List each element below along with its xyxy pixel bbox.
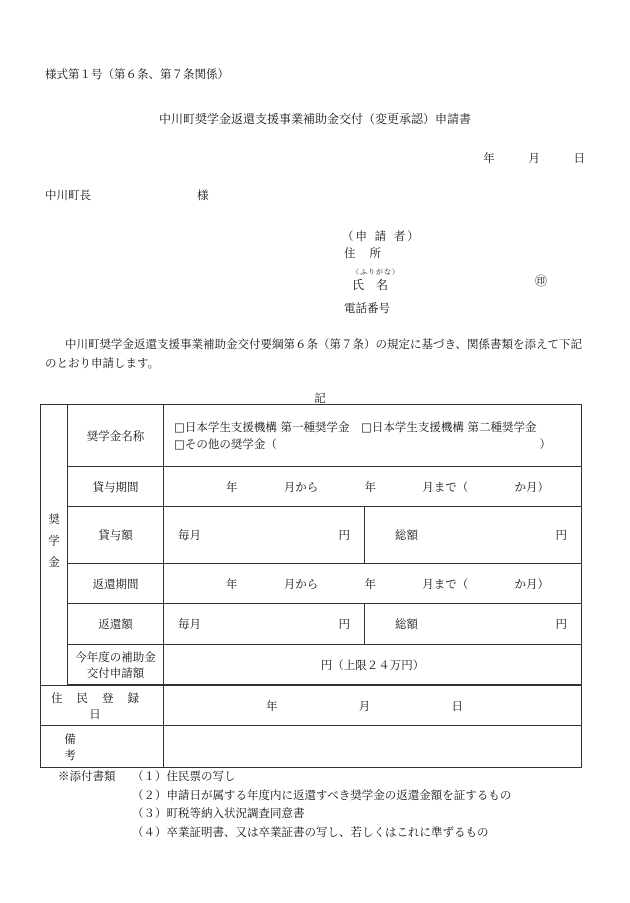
attachment-item: （４）卒業証明書、又は卒業証書の写し、若しくはこれに準ずるもの (132, 824, 489, 839)
name-label: 氏名 (352, 278, 401, 292)
residence-day: 日 (451, 698, 463, 713)
repay-monthly-label: 毎月 (178, 617, 201, 631)
addressee (45, 187, 209, 203)
loan-monthly-field[interactable] (164, 507, 364, 563)
loan-start-year: 年 (226, 479, 238, 494)
loan-total-label: 総額 (395, 528, 418, 542)
repay-monthly-field[interactable] (164, 604, 364, 644)
category-label: 奨学金 (47, 512, 61, 578)
addressee-honorific: 様 (197, 188, 209, 202)
ki-heading: 記 (314, 391, 326, 405)
loan-total-field[interactable] (364, 507, 581, 563)
loan-amount-field (164, 507, 582, 564)
loan-total-unit: 円 (555, 528, 567, 542)
repay-amount-label: 返還額 (68, 604, 164, 645)
loan-period-field[interactable] (164, 467, 582, 507)
loan-end-year: 年 (364, 479, 376, 494)
residence-month: 月 (358, 698, 371, 713)
repay-start-month: 月から (283, 576, 319, 591)
repay-end-month: 月まで（ (422, 576, 469, 591)
seal-mark: ㊞ (535, 274, 548, 288)
addressee-name: 中川町長 (45, 188, 91, 202)
loan-end-month: 月まで（ (422, 479, 469, 494)
loan-amount-label: 貸与額 (68, 507, 164, 564)
other-scholarship-option[interactable]: □その他の奨学金（ (174, 436, 277, 451)
loan-months: か月） (514, 479, 549, 494)
residence-date-field[interactable] (164, 686, 582, 726)
subsidy-label-line2: 交付申請額 (86, 665, 145, 680)
applicant-heading: （申 請 者） (342, 229, 421, 243)
loan-monthly-label: 毎月 (178, 528, 201, 542)
repay-period-label: 返還期間 (68, 564, 164, 604)
residence-date-label (41, 686, 164, 726)
date-day: 日 (573, 151, 585, 165)
attachment-item: （１）住民票の写し (132, 769, 236, 783)
repay-total-unit: 円 (555, 617, 567, 631)
subsidy-label-line1: 今年度の補助金 (75, 649, 156, 664)
attachment-item: （３）町税等納入状況調査同意書 (132, 806, 305, 820)
address-label: 住所 (344, 246, 395, 260)
repay-months: か月） (514, 576, 549, 591)
repay-period-field[interactable] (164, 564, 582, 604)
date-month: 月 (528, 151, 540, 165)
application-table (40, 404, 582, 768)
remarks-label (41, 726, 164, 768)
other-scholarship-close: ） (539, 436, 551, 451)
furigana-label: （ふりがな） (352, 268, 400, 276)
scholarship-options (164, 405, 582, 467)
subsidy-amount-field[interactable]: 円（上限２４万円） (164, 645, 582, 685)
attachments (58, 767, 511, 841)
repay-monthly-unit: 円 (338, 617, 350, 631)
remarks-label-text: 備考 (64, 731, 140, 762)
remarks-field[interactable] (164, 726, 582, 768)
phone-label: 電話番号 (344, 301, 390, 315)
category-cell (41, 405, 68, 686)
residence-date-label-text: 住民登録日 (51, 690, 153, 721)
loan-monthly-unit: 円 (338, 528, 350, 542)
date-year: 年 (483, 151, 495, 165)
residence-year: 年 (266, 698, 278, 713)
scholarship-name-label: 奨学金名称 (68, 405, 164, 467)
document-title: 中川町奨学金返還支援事業補助金交付（変更承認）申請書 (158, 112, 471, 126)
repay-total-field[interactable] (364, 604, 581, 644)
repay-end-year: 年 (364, 576, 376, 591)
scholarship-options-line1[interactable]: □日本学生支援機構 第一種奨学金 □日本学生支援機構 第二種奨学金 (174, 419, 537, 434)
form-number: 様式第１号（第６条、第７条関係） (45, 67, 229, 81)
repay-start-year: 年 (226, 576, 238, 591)
loan-period-label: 貸与期間 (68, 467, 164, 507)
subsidy-label (68, 645, 164, 685)
loan-start-month: 月から (283, 479, 319, 494)
repay-total-label: 総額 (395, 617, 418, 631)
body-paragraph: 中川町奨学金返還支援事業補助金交付要綱第６条（第７条）の規定に基づき、関係書類を添えて下記のとおり申請します。 (45, 337, 583, 370)
attachment-item: （２）申請日が属する年度内に返還すべき奨学金の返還金額を証するもの (132, 787, 512, 802)
repay-amount-field (164, 604, 582, 645)
date-line (483, 150, 585, 166)
attachments-heading: ※添付書類 (58, 769, 116, 783)
